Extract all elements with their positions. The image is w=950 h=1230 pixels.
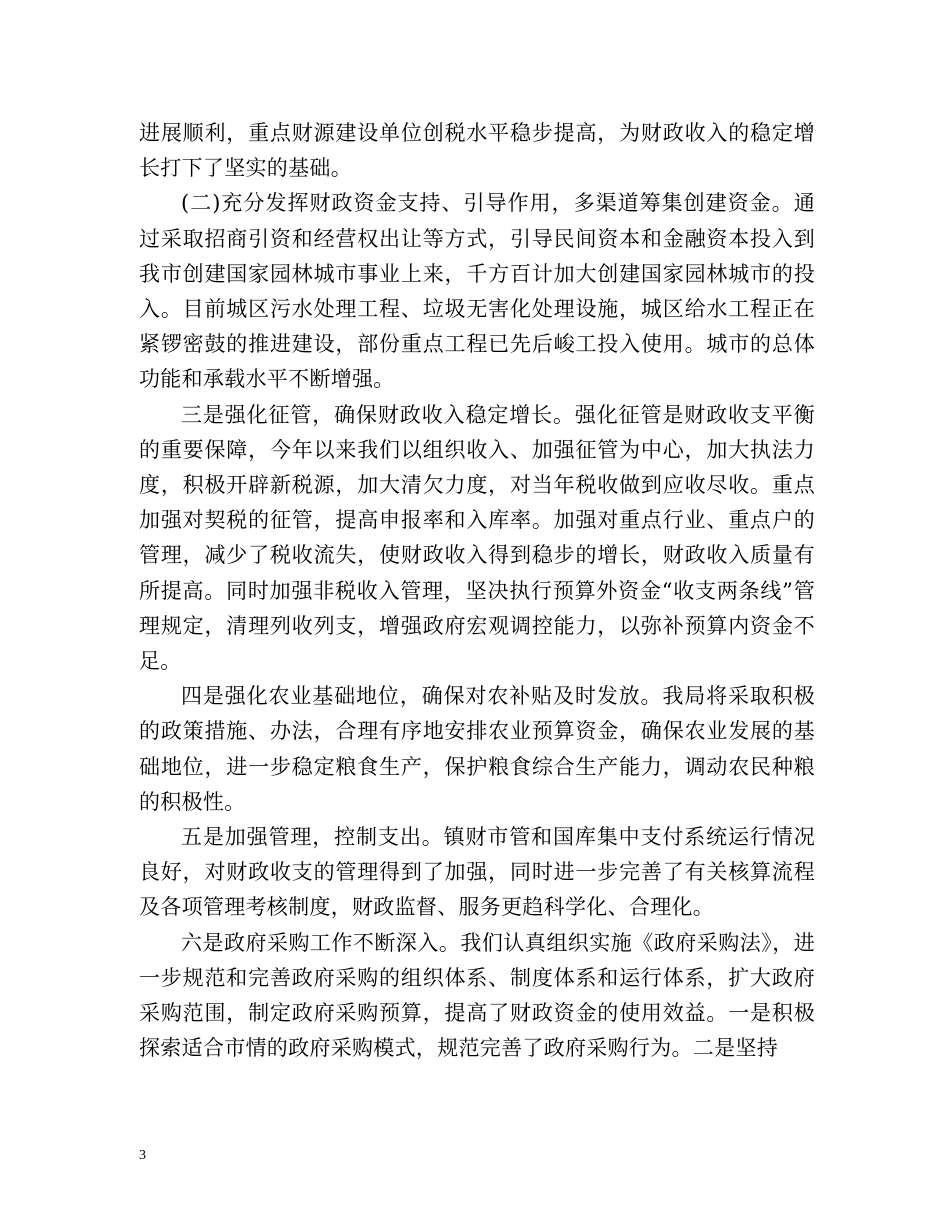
- page-number: 3: [139, 1148, 146, 1163]
- paragraph-point-4: 四是强化农业基础地位，确保对农补贴及时发放。我局将采取积极的政策措施、办法，合理有序地安排农业预算资金，确保农业发展的基础地位，进一步稳定粮食生产，保护粮食综合生产能力，调动农民种粮的积极性。: [139, 684, 815, 814]
- document-body: [139, 116, 815, 1066]
- paragraph-point-3: 三是强化征管，确保财政收入稳定增长。强化征管是财政收支平衡的重要保障，今年以来我们以组织收入、加强征管为中心，加大执法力度，积极开辟新税源，加大清欠力度，对当年税收做到应收尽收。重点加强对契税的征管，提高申报率和入库率。加强对重点行业、重点户的管理，减少了税收流失，使财政收入得到稳步的增长，财政收入质量有所提高。同时加强非税收入管理，坚决执行预算外资金“收支两条线”管理规定，清理列收列支，增强政府宏观调控能力，以弥补预算内资金不足。: [139, 402, 815, 674]
- paragraph-point-6: 六是政府采购工作不断深入。我们认真组织实施《政府采购法》，进一步规范和完善政府采购的组织体系、制度体系和运行体系，扩大政府采购范围，制定政府采购预算，提高了财政资金的使用效益。一是积极探索适合市情的政府采购模式，规范完善了政府采购行为。二是坚持: [139, 930, 815, 1061]
- paragraph-continuation: 进展顺利，重点财源建设单位创税水平稳步提高，为财政收入的稳定增长打下了坚实的基础。: [139, 121, 815, 181]
- paragraph-section-2: (二)充分发挥财政资金支持、引导作用，多渠道筹集创建资金。通过采取招商引资和经营权出让等方式，引导民间资本和金融资本投入到我市创建国家园林城市事业上来，千方百计加大创建国家园林城市的投入。目前城区污水处理工程、垃圾无害化处理设施，城区给水工程正在紧锣密鼓的推进建设，部份重点工程已先后峻工投入使用。城市的总体功能和承载水平不断增强。: [139, 191, 815, 392]
- paragraph-point-5: 五是加强管理，控制支出。镇财市管和国库集中支付系统运行情况良好，对财政收支的管理得到了加强，同时进一步完善了有关核算流程及各项管理考核制度，财政监督、服务更趋科学化、合理化。: [139, 825, 815, 920]
